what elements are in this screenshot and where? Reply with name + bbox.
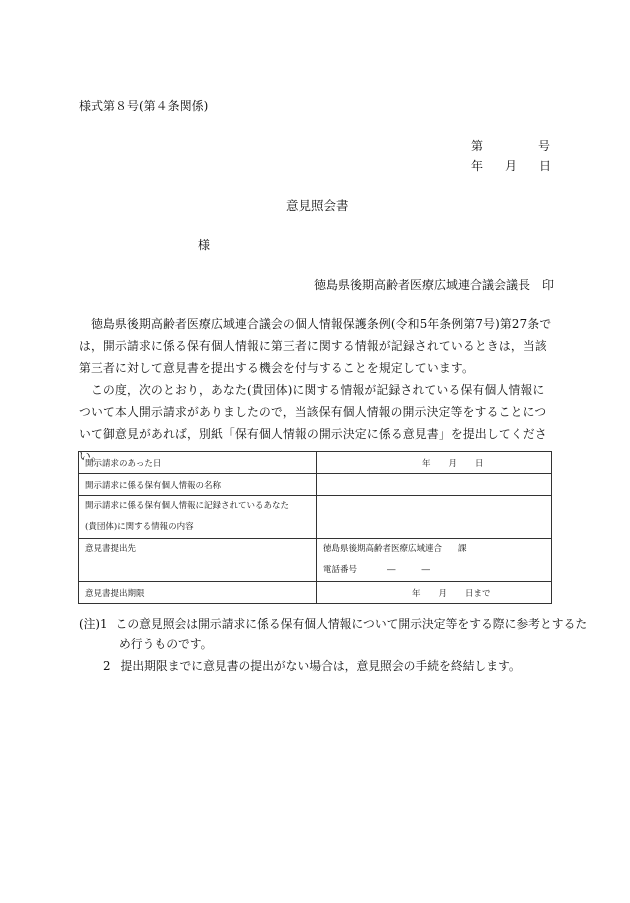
deadline-label: 意見書提出期限 <box>79 582 317 604</box>
document-number-label <box>471 137 550 154</box>
info-name-label: 開示請求に係る保有個人情報の名称 <box>79 474 317 496</box>
document-date-label <box>471 157 551 174</box>
note-2 <box>79 656 577 676</box>
table-row <box>79 582 552 604</box>
sender-name: 徳島県後期高齢者医療広域連合議会議長 印 <box>314 278 555 292</box>
info-name-value <box>317 474 552 496</box>
submission-label: 意見書提出先 <box>79 539 317 582</box>
request-date-label: 開示請求のあった日 <box>79 452 317 474</box>
note-1-text: この意見照会は開示請求に係る保有個人情報について開示決定等をする際に参考とするため行うものです。 <box>115 617 588 651</box>
deadline-value: 年 月 日まで <box>317 582 552 604</box>
note-prefix: (注)1 <box>79 617 108 631</box>
form-number: 様式第８号(第４条関係) <box>79 99 209 113</box>
info-content-label: 開示請求に係る保有個人情報に記録されているあなた (貴団体)に関する情報の内容 <box>79 496 317 539</box>
table-row <box>79 539 552 582</box>
table-row <box>79 452 552 474</box>
note-2-number: 2 <box>103 659 111 673</box>
number-prefix: 第 <box>471 139 484 153</box>
table-row <box>79 474 552 496</box>
note-1 <box>79 614 593 654</box>
number-suffix: 号 <box>538 139 551 153</box>
table-row <box>79 496 552 539</box>
paragraph-2: この度，次のとおり，あなた(貴団体)に関する情報が記録されている保有個人情報について本人開示請求がありましたので，当該保有個人情報の開示決定等をすることについて御意見があれば，別紙「保有個人情報の開示決定に係る意見書」を提出してください。 <box>79 383 547 463</box>
submission-value: 徳島県後期高齢者医療広域連合 課 電話番号 ― ― <box>317 539 552 582</box>
paragraph-1: 徳島県後期高齢者医療広域連合議会の個人情報保護条例(令和5年条例第7号)第27条では，開示請求に係る保有個人情報に第三者に関する情報が記録されているときは，当該第三者に対して意見書を提出する機会を付与することを規定しています。 <box>79 317 552 375</box>
date-year: 年 <box>471 159 484 173</box>
info-table <box>78 451 552 604</box>
info-content-value <box>317 496 552 539</box>
recipient-suffix: 様 <box>198 238 211 252</box>
document-title: 意見照会書 <box>286 198 349 213</box>
note-2-text: 提出期限までに意見書の提出がない場合は，意見照会の手続を終結します。 <box>120 659 521 673</box>
request-date-value: 年 月 日 <box>317 452 552 474</box>
date-month: 月 <box>505 159 518 173</box>
date-day: 日 <box>539 159 552 173</box>
